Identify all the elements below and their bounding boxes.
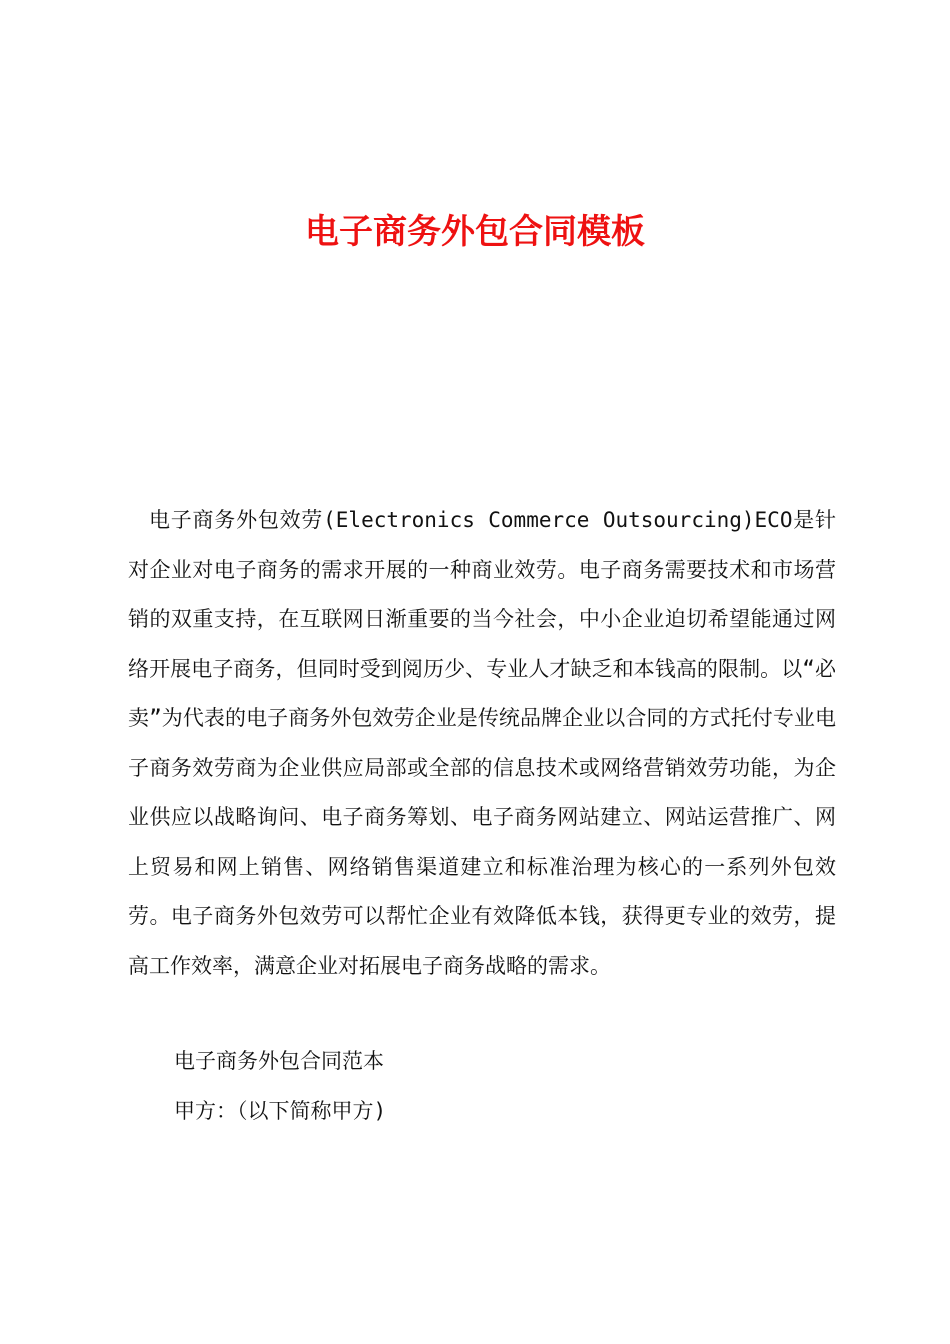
party-a-line: 甲方：（以下简称甲方) [174, 1099, 387, 1123]
intro-paragraph: 电子商务外包效劳(Electronics Commerce Outsourcing)ECO是针对企业对电子商务的需求开展的一种商业效劳。电子商务需要技术和市场营销的双重支持，在互联网日渐重要的当今社会，中小企业迫切希望能通过网络开展电子商务，但同时受到阅历少、专业人才缺乏和本钱高的限制。以“必卖”为代表的电子商务外包效劳企业是传统品牌企业以合同的方式托付专业电子商务效劳商为企业供应局部或全部的信息技术或网络营销效劳功能，为企业供应以战略询问、电子商务筹划、电子商务网站建立、网站运营推广、网上贸易和网上销售、网络销售渠道建立和标准治理为核心的一系列外包效劳。电子商务外包效劳可以帮忙企业有效降低本钱，获得更专业的效劳，提高工作效率，满意企业对拓展电子商务战略的需求。 [128, 508, 836, 978]
document-title: 电子商务外包合同模板 [305, 212, 645, 252]
contract-sample-heading: 电子商务外包合同范本 [174, 1049, 384, 1073]
